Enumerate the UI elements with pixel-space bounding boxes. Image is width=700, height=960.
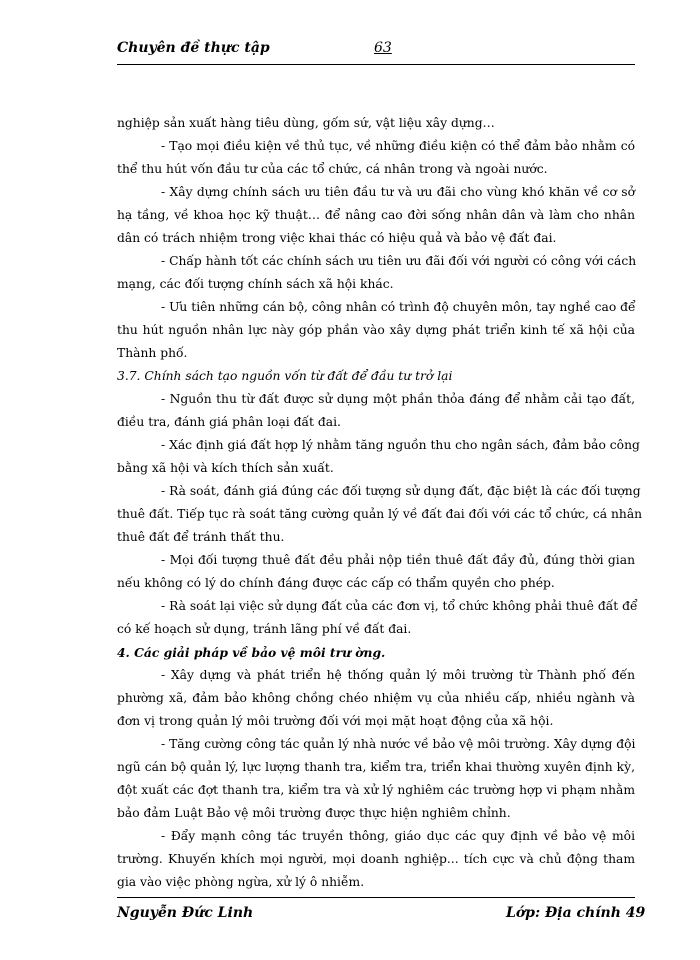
text-line: trường. Khuyến khích mọi người, mọi doanh nghiệp... tích cực và chủ động tham <box>117 852 635 866</box>
text-line: Thành phố. <box>117 346 188 360</box>
text-line: điều tra, đánh giá phân loại đất đai. <box>117 415 341 429</box>
text-line: có kế hoạch sử dụng, tránh lãng phí về đất đai. <box>117 622 412 636</box>
text-line: - Đẩy mạnh công tác truyền thông, giáo dục các quy định về bảo vệ môi <box>161 829 635 843</box>
text-line: - Tăng cường công tác quản lý nhà nước về bảo vệ môi trường. Xây dựng đội <box>161 737 636 751</box>
text-line: - Nguồn thu từ đất được sử dụng một phần thỏa đáng để nhằm cải tạo đất, <box>161 392 635 406</box>
section-heading-3-7: 3.7. Chính sách tạo nguồn vốn từ đất để đầu tư trở lại <box>117 369 453 383</box>
text-line: nếu không có lý do chính đáng được các cấp có thẩm quyền cho phép. <box>117 576 555 590</box>
text-line: - Chấp hành tốt các chính sách ưu tiên ưu đãi đối với người có công với cách <box>161 254 637 268</box>
text-line: bằng xã hội và kích thích sản xuất. <box>117 461 334 475</box>
page-header <box>117 40 635 62</box>
text-line: mạng, các đối tượng chính sách xã hội khác. <box>117 277 394 291</box>
text-line: dân có trách nhiệm trong việc khai thác có hiệu quả và bảo vệ đất đai. <box>117 231 557 245</box>
text-line: - Mọi đối tượng thuê đất đều phải nộp tiền thuê đất đầy đủ, đúng thời gian <box>161 553 635 567</box>
text-line: - Rà soát, đánh giá đúng các đối tượng sử dụng đất, đặc biệt là các đối tượng <box>161 484 641 498</box>
page-number: 63 <box>374 40 392 56</box>
text-line: đơn vị trong quản lý môi trường đối với mọi mặt hoạt động của xã hội. <box>117 714 554 728</box>
text-line: - Rà soát lại việc sử dụng đất của các đơn vị, tổ chức không phải thuê đất để <box>161 599 638 613</box>
text-line: - Ưu tiên những cán bộ, công nhân có trình độ chuyên môn, tay nghề cao để <box>161 300 636 314</box>
footer-class: Lớp: Địa chính 49 <box>506 905 646 921</box>
text-line: thu hút nguồn nhân lực này góp phần vào xây dựng phát triển kinh tế xã hội của <box>117 323 635 337</box>
text-line: - Tạo mọi điều kiện về thủ tục, về những điều kiện có thể đảm bảo nhằm có <box>161 139 635 153</box>
text-line: nghiệp sản xuất hàng tiêu dùng, gốm sứ, vật liệu xây dựng… <box>117 116 495 130</box>
text-line: gia vào việc phòng ngừa, xử lý ô nhiễm. <box>117 875 365 889</box>
footer-divider <box>117 897 635 898</box>
text-line: - Xác định giá đất hợp lý nhằm tăng nguồn thu cho ngân sách, đảm bảo công <box>161 438 640 452</box>
text-line: thuê đất để tránh thất thu. <box>117 530 285 544</box>
document-body <box>117 112 643 894</box>
footer-author: Nguyễn Đức Linh <box>117 905 254 921</box>
text-line: bảo đảm Luật Bảo vệ môi trường được thực hiện nghiêm chỉnh. <box>117 806 511 820</box>
text-line: hạ tầng, về khoa học kỹ thuật… để nâng cao đời sống nhân dân và làm cho nhân <box>117 208 635 222</box>
text-line: thuê đất. Tiếp tục rà soát tăng cường quản lý về đất đai đối với các tổ chức, cá nhân <box>117 507 643 521</box>
text-line: - Xây dựng chính sách ưu tiên đầu tư và ưu đãi cho vùng khó khăn về cơ sở <box>161 185 635 199</box>
text-line: - Xây dựng và phát triển hệ thống quản lý môi trường từ Thành phố đến <box>161 668 635 682</box>
text-line: đột xuất các đợt thanh tra, kiểm tra và xử lý nghiêm các trường hợp vi phạm nhằm <box>117 783 635 797</box>
header-divider <box>117 64 635 65</box>
text-line: phường xã, đảm bảo không chồng chéo nhiệm vụ của nhiều cấp, nhiều ngành và <box>117 691 635 705</box>
section-heading-4: 4. Các giải pháp về bảo vệ môi trư ờng. <box>117 645 386 660</box>
text-line: thể thu hút vốn đầu tư của các tổ chức, cá nhân trong và ngoài nước. <box>117 162 548 176</box>
text-line: ngũ cán bộ quản lý, lực lượng thanh tra, kiểm tra, triển khai thường xuyên định kỳ, <box>117 760 635 774</box>
header-title: Chuyên đề thực tập <box>117 40 270 56</box>
